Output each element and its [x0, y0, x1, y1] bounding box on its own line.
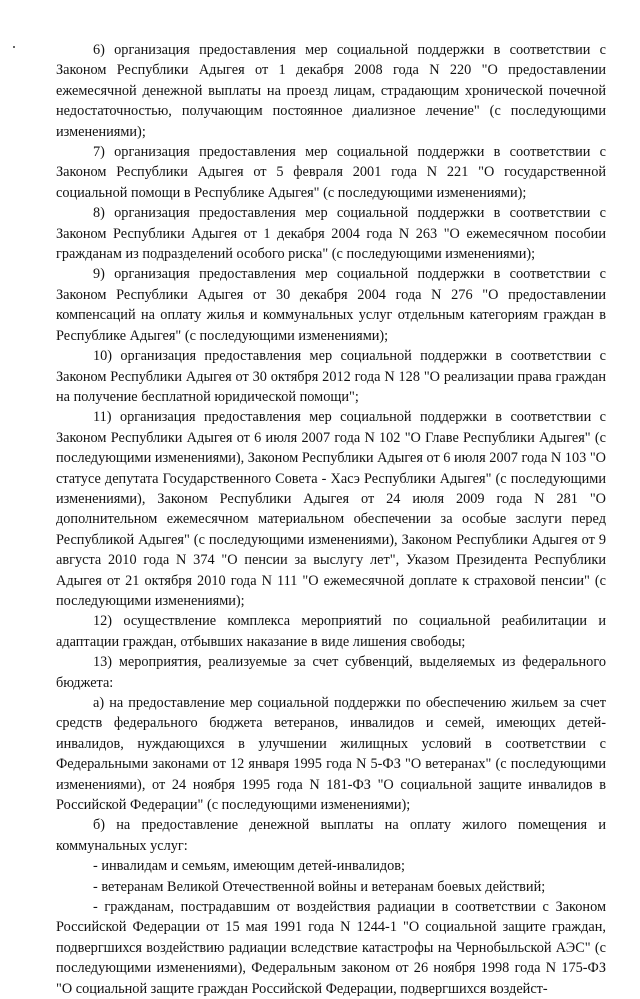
paragraph-item-10: 10) организация предоставления мер социальной поддержки в соответствии с Законом Республики Адыгея от 30 октября 2012 года N 128 "О реализации права граждан на получение бесплатной юридической помощи";: [56, 348, 606, 405]
paragraph-item-7: 7) организация предоставления мер социальной поддержки в соответствии с Законом Республики Адыгея от 5 февраля 2001 года N 221 "О государственной социальной помощи в Республике Адыгея" (с последующими изменениями);: [56, 144, 606, 201]
document-page: [56, 40, 606, 999]
paragraph-item-13: 13) мероприятия, реализуемые за счет субвенций, выделяемых из федерального бюджета:: [56, 654, 606, 691]
paragraph-item-9: 9) организация предоставления мер социальной поддержки в соответствии с Законом Республики Адыгея от 30 декабря 2004 года N 276 "О предоставлении компенсаций на оплату жилья и коммунальных услуг отдельным категориям граждан в Республике Адыгея" (с последующими изменениями);: [56, 266, 606, 344]
paragraph-item-6: 6) организация предоставления мер социальной поддержки в соответствии с Законом Республики Адыгея от 1 декабря 2008 года N 220 "О предоставлении ежемесячной денежной выплаты на проезд лицам, страдающим хронической почечной недостаточностью, получающим постоянное диализное лечение" (с последующими изменениями);: [56, 42, 606, 140]
list-item-radiation: - гражданам, пострадавшим от воздействия радиации в соответствии с Законом Российской Федерации от 15 мая 1991 года N 1244-1 "О социальной защите граждан, подвергшихся воздействию радиации вследствие катастрофы на Чернобыльской АЭС" (с последующими изменениями), Федеральным законом от 26 ноября 1998 года N 175-ФЗ "О социальной защите граждан Российской Федерации, подвергшихся воздейст-: [56, 899, 606, 997]
scan-speck: [13, 46, 15, 48]
paragraph-item-12: 12) осуществление комплекса мероприятий по социальной реабилитации и адаптации граждан, отбывших наказание в виде лишения свободы;: [56, 613, 606, 650]
list-item-disabled: - инвалидам и семьям, имеющим детей-инвалидов;: [93, 858, 406, 875]
list-item-veterans: - ветеранам Великой Отечественной войны и ветеранам боевых действий;: [93, 878, 546, 895]
paragraph-subitem-a: а) на предоставление мер социальной поддержки по обеспечению жильем за счет средств федерального бюджета ветеранов, инвалидов и семей, имеющих детей-инвалидов, нуждающихся в улучшении жилищных условий в соответствии с Федеральными законами от 12 января 1995 года N 5-ФЗ "О ветеранах" (с последующими изменениями), от 24 ноября 1995 года N 181-ФЗ "О социальной защите инвалидов в Российской Федерации" (с последующими изменениями);: [56, 695, 606, 814]
paragraph-item-11: 11) организация предоставления мер социальной поддержки в соответствии с Законом Республики Адыгея от 6 июля 2007 года N 102 "О Главе Республики Адыгея" (с последующими изменениями), Законом Республики Адыгея от 6 июля 2007 года N 103 "О статусе депутата Государственного Совета - Хасэ Республики Адыгея" (с последующими изменениями), Законом Республики Адыгея от 24 июля 2009 года N 281 "О дополнительном ежемесячном материальном обеспечении за особые заслуги перед Республикой Адыгея" (с последующими изменениями), Законом Республики Адыгея от 9 августа 2010 года N 374 "О пенсии за выслугу лет", Указом Президента Республики Адыгея от 21 октября 2010 года N 111 "О ежемесячной доплате к страховой пенсии" (с последующими изменениями);: [56, 409, 606, 609]
paragraph-subitem-b: б) на предоставление денежной выплаты на оплату жилого помещения и коммунальных услуг:: [56, 817, 606, 854]
paragraph-item-8: 8) организация предоставления мер социальной поддержки в соответствии с Законом Республики Адыгея от 1 декабря 2004 года N 263 "О ежемесячном пособии гражданам из подразделений особого риска" (с последующими изменениями);: [56, 205, 606, 263]
